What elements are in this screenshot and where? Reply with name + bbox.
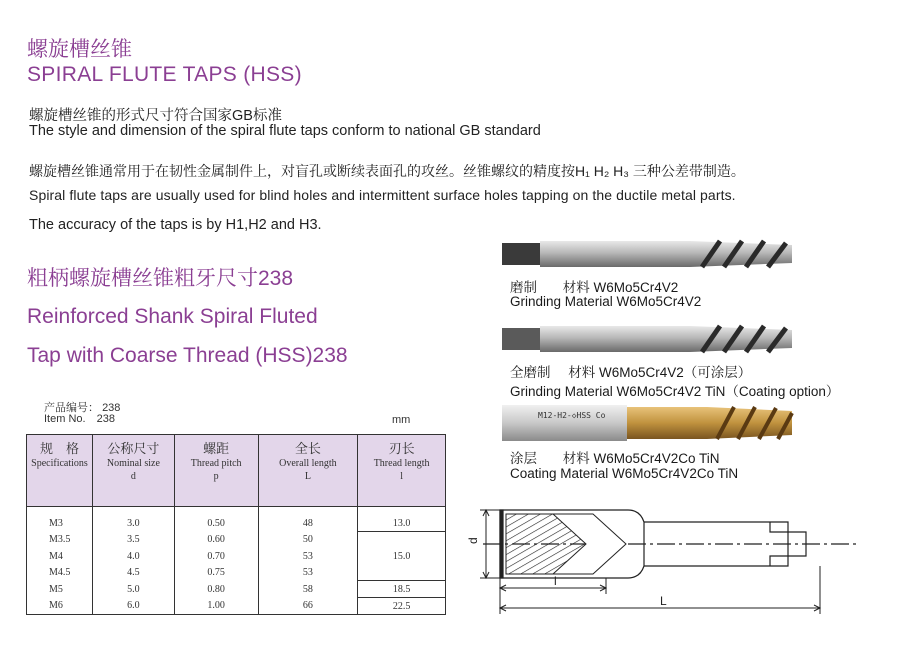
cell-p: 0.60 [174,532,258,549]
cell-l [358,532,446,549]
table-header-row [27,435,446,507]
table-row [27,564,446,581]
intro-line2-en: Spiral flute taps are usually used for blind holes and intermittent surface holes tapping on the ductile metal parts. [29,187,736,203]
tap-image-grinding [502,237,794,271]
table-row [27,598,446,615]
variant-2-en: Grinding Material W6Mo5Cr4V2 TiN（Coating option） [510,384,840,399]
variant-2-type: 全磨制 [510,365,551,380]
item-code-2: 238 [96,413,115,425]
header-thread-length-en: Thread length [373,458,430,470]
header-thread-length-sym: l [400,470,403,482]
item-label-en-text: Item No. [44,413,86,425]
product-title-en-2: Tap with Coarse Thread (HSS)238 [27,344,348,367]
header-pitch [174,435,258,507]
cell-L: 53 [258,564,358,581]
dim-label-d: d [466,537,480,544]
cell-d: 4.0 [92,548,174,564]
variant-3-material-zh: 材料 W6Mo5Cr4V2Co TiN [562,451,720,466]
variant-2-zh [510,361,751,381]
variant-2-material-zh: 材料 W6Mo5Cr4V2（可涂层） [568,365,752,380]
cell-l: 15.0 [358,548,446,564]
variant-1-material-zh: 材料 W6Mo5Cr4V2 [562,280,679,295]
cell-d: 3.0 [92,515,174,532]
header-overall-en: Overall length [279,458,337,470]
cell-d: 3.5 [92,532,174,549]
cell-p: 0.75 [174,564,258,581]
cell-p: 0.50 [174,515,258,532]
item-label-en [44,413,115,425]
table-row [27,581,446,598]
cell-L: 48 [258,515,358,532]
header-nominal-zh: 公称尺寸 [107,441,160,456]
product-title-en-1: Reinforced Shank Spiral Fluted [27,305,318,328]
intro-line1-en: The style and dimension of the spiral flute taps conform to national GB standard [29,123,541,139]
intro-line3-en: The accuracy of the taps is by H1,H2 and H3. [29,217,322,233]
cell-L: 50 [258,532,358,549]
variant-1-en: Grinding Material W6Mo5Cr4V2 [510,294,702,309]
variant-3-zh [510,447,720,467]
tap-marking: M12-H2-◇HSS Co [538,411,606,420]
header-overall-zh: 全长 [294,441,321,456]
variant-1-zh [510,276,678,296]
header-nominal-en: Nominal size [106,458,160,470]
table-row [27,548,446,564]
title-en: SPIRAL FLUTE TAPS (HSS) [27,63,302,86]
intro-line2-zh: 螺旋槽丝锥通常用于在韧性金属制件上，对盲孔或断续表面孔的攻丝。丝锥螺纹的精度按H₁ H₂ H₃ 三种公差带制造。 [29,163,745,179]
header-thread-length [358,435,446,507]
product-title-zh: 粗柄螺旋槽丝锥粗牙尺寸238 [27,267,294,290]
table-row [27,515,446,532]
table-row [27,532,446,549]
header-pitch-en: Thread pitch [190,458,242,470]
cell-L: 66 [258,598,358,615]
title-zh: 螺旋槽丝锥 [27,38,132,61]
dim-label-L: L [660,594,667,608]
unit-label: mm [392,414,411,426]
cell-l: 18.5 [358,581,446,598]
intro-line1-zh: 螺旋槽丝锥的形式尺寸符合国家GB标准 [29,108,282,124]
cell-spec: M3 [27,515,93,532]
item-code-1: 238 [102,402,121,414]
header-spec-en: Specifications [31,458,88,470]
tap-image-coating [502,405,794,441]
cell-l: 22.5 [358,598,446,615]
dim-label-l: l [554,574,557,588]
header-spec-zh: 规 格 [39,441,79,456]
cell-spec: M6 [27,598,93,615]
header-overall-sym: L [304,470,311,482]
header-nominal [92,435,174,507]
cell-spec: M4 [27,548,93,564]
variant-1-type: 磨制 [510,280,537,295]
cell-d: 4.5 [92,564,174,581]
cell-L: 58 [258,581,358,598]
cell-spec: M4.5 [27,564,93,581]
tap-image-full-grinding [502,322,794,356]
cell-p: 1.00 [174,598,258,615]
cell-l: 13.0 [358,515,446,532]
variant-3-en: Coating Material W6Mo5Cr4V2Co TiN [510,466,739,481]
variant-3-type: 涂层 [510,451,537,466]
cell-spec: M3.5 [27,532,93,549]
cell-L: 53 [258,548,358,564]
cell-d: 6.0 [92,598,174,615]
header-pitch-sym: p [213,470,219,482]
tap-drawing [458,492,868,622]
spec-table [26,434,446,615]
cell-l [358,564,446,581]
header-nominal-sym: d [130,470,136,482]
header-thread-length-zh: 刃长 [388,441,415,456]
cell-p: 0.80 [174,581,258,598]
header-spec [27,435,93,507]
cell-d: 5.0 [92,581,174,598]
cell-p: 0.70 [174,548,258,564]
item-label-zh-text: 产品编号： [44,402,99,414]
header-overall [258,435,358,507]
header-pitch-zh: 螺距 [203,441,230,456]
cell-spec: M5 [27,581,93,598]
